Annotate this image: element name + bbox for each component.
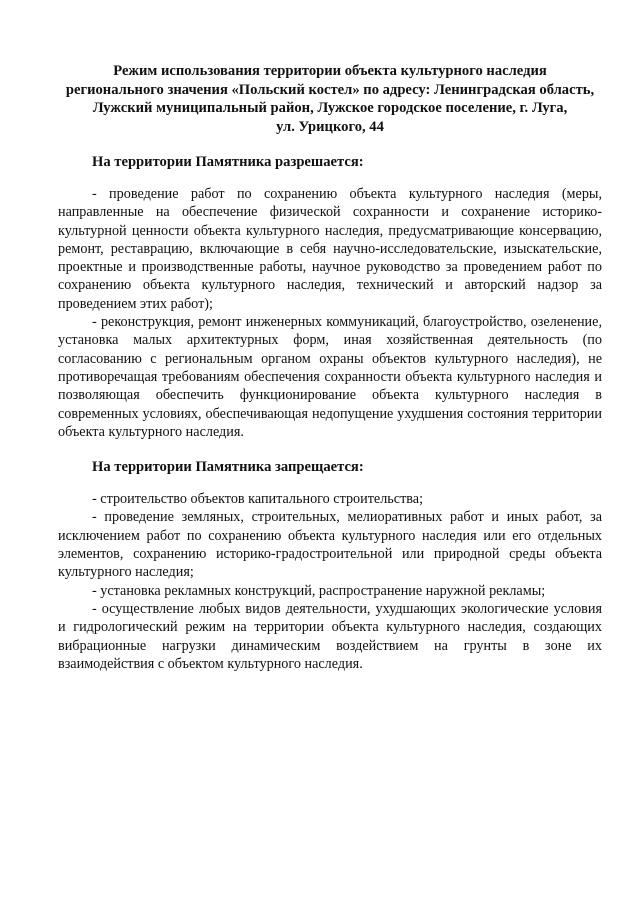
forbidden-heading: На территории Памятника запрещается: xyxy=(92,459,364,476)
title-line-3: Лужский муниципальный район, Лужское городское поселение, г. Луга, xyxy=(92,100,568,116)
document-title xyxy=(58,62,602,136)
forbidden-list xyxy=(58,490,602,673)
allowed-item-1: - проведение работ по сохранению объекта культурного наследия (меры, направленные на обеспечение физической сохранности и сохранение историко-культурной ценности объекта культурного наследия, предусматривающие консервацию, ремонт, реставрацию, включающие в себя научно-исследовательские, изыскательские, проектные и производственные работы, научное руководство за проведением работ по сохранению объекта культурного наследия, технический и авторский надзор за проведением этих работ); xyxy=(58,186,602,312)
forbidden-item-3: - установка рекламных конструкций, распространение наружной рекламы; xyxy=(92,582,546,599)
title-line-4: ул. Урицкого, 44 xyxy=(276,118,384,135)
title-line-2: регионального значения «Польский костел» по адресу: Ленинградская область, xyxy=(65,81,595,98)
allowed-heading: На территории Памятника разрешается: xyxy=(92,154,364,170)
allowed-list xyxy=(58,185,602,441)
forbidden-item-2: - проведение земляных, строительных, мелиоративных работ и иных работ, за исключением работ по сохранению объекта культурного наследия или его отдельных элементов, сохранению историко-градостроительной или природной среды объекта культурного наследия; xyxy=(58,509,602,581)
title-line-1: Режим использования территории объекта культурного наследия xyxy=(113,63,547,79)
forbidden-item-1: - строительство объектов капитального строительства; xyxy=(92,491,424,508)
forbidden-item-4: - осуществление любых видов деятельности, ухудшающих экологические условия и гидрологический режим на территории объекта культурного наследия, создающих вибрационные нагрузки динамическим воздействием на грунты в зоне их взаимодействия с объектом культурного наследия. xyxy=(58,600,602,672)
document-page xyxy=(58,62,602,673)
allowed-item-2: - реконструкция, ремонт инженерных коммуникаций, благоустройство, озеленение, установка малых архитектурных форм, иная хозяйственная деятельность (по согласованию с региональным органом охраны объектов культурного наследия), не противоречащая требованиям обеспечения сохранности объекта культурного наследия и позволяющая обеспечить функционирование объекта культурного наследия в современных условиях, обеспечивающая недопущение ухудшения состояния территории объекта культурного наследия. xyxy=(58,314,602,440)
